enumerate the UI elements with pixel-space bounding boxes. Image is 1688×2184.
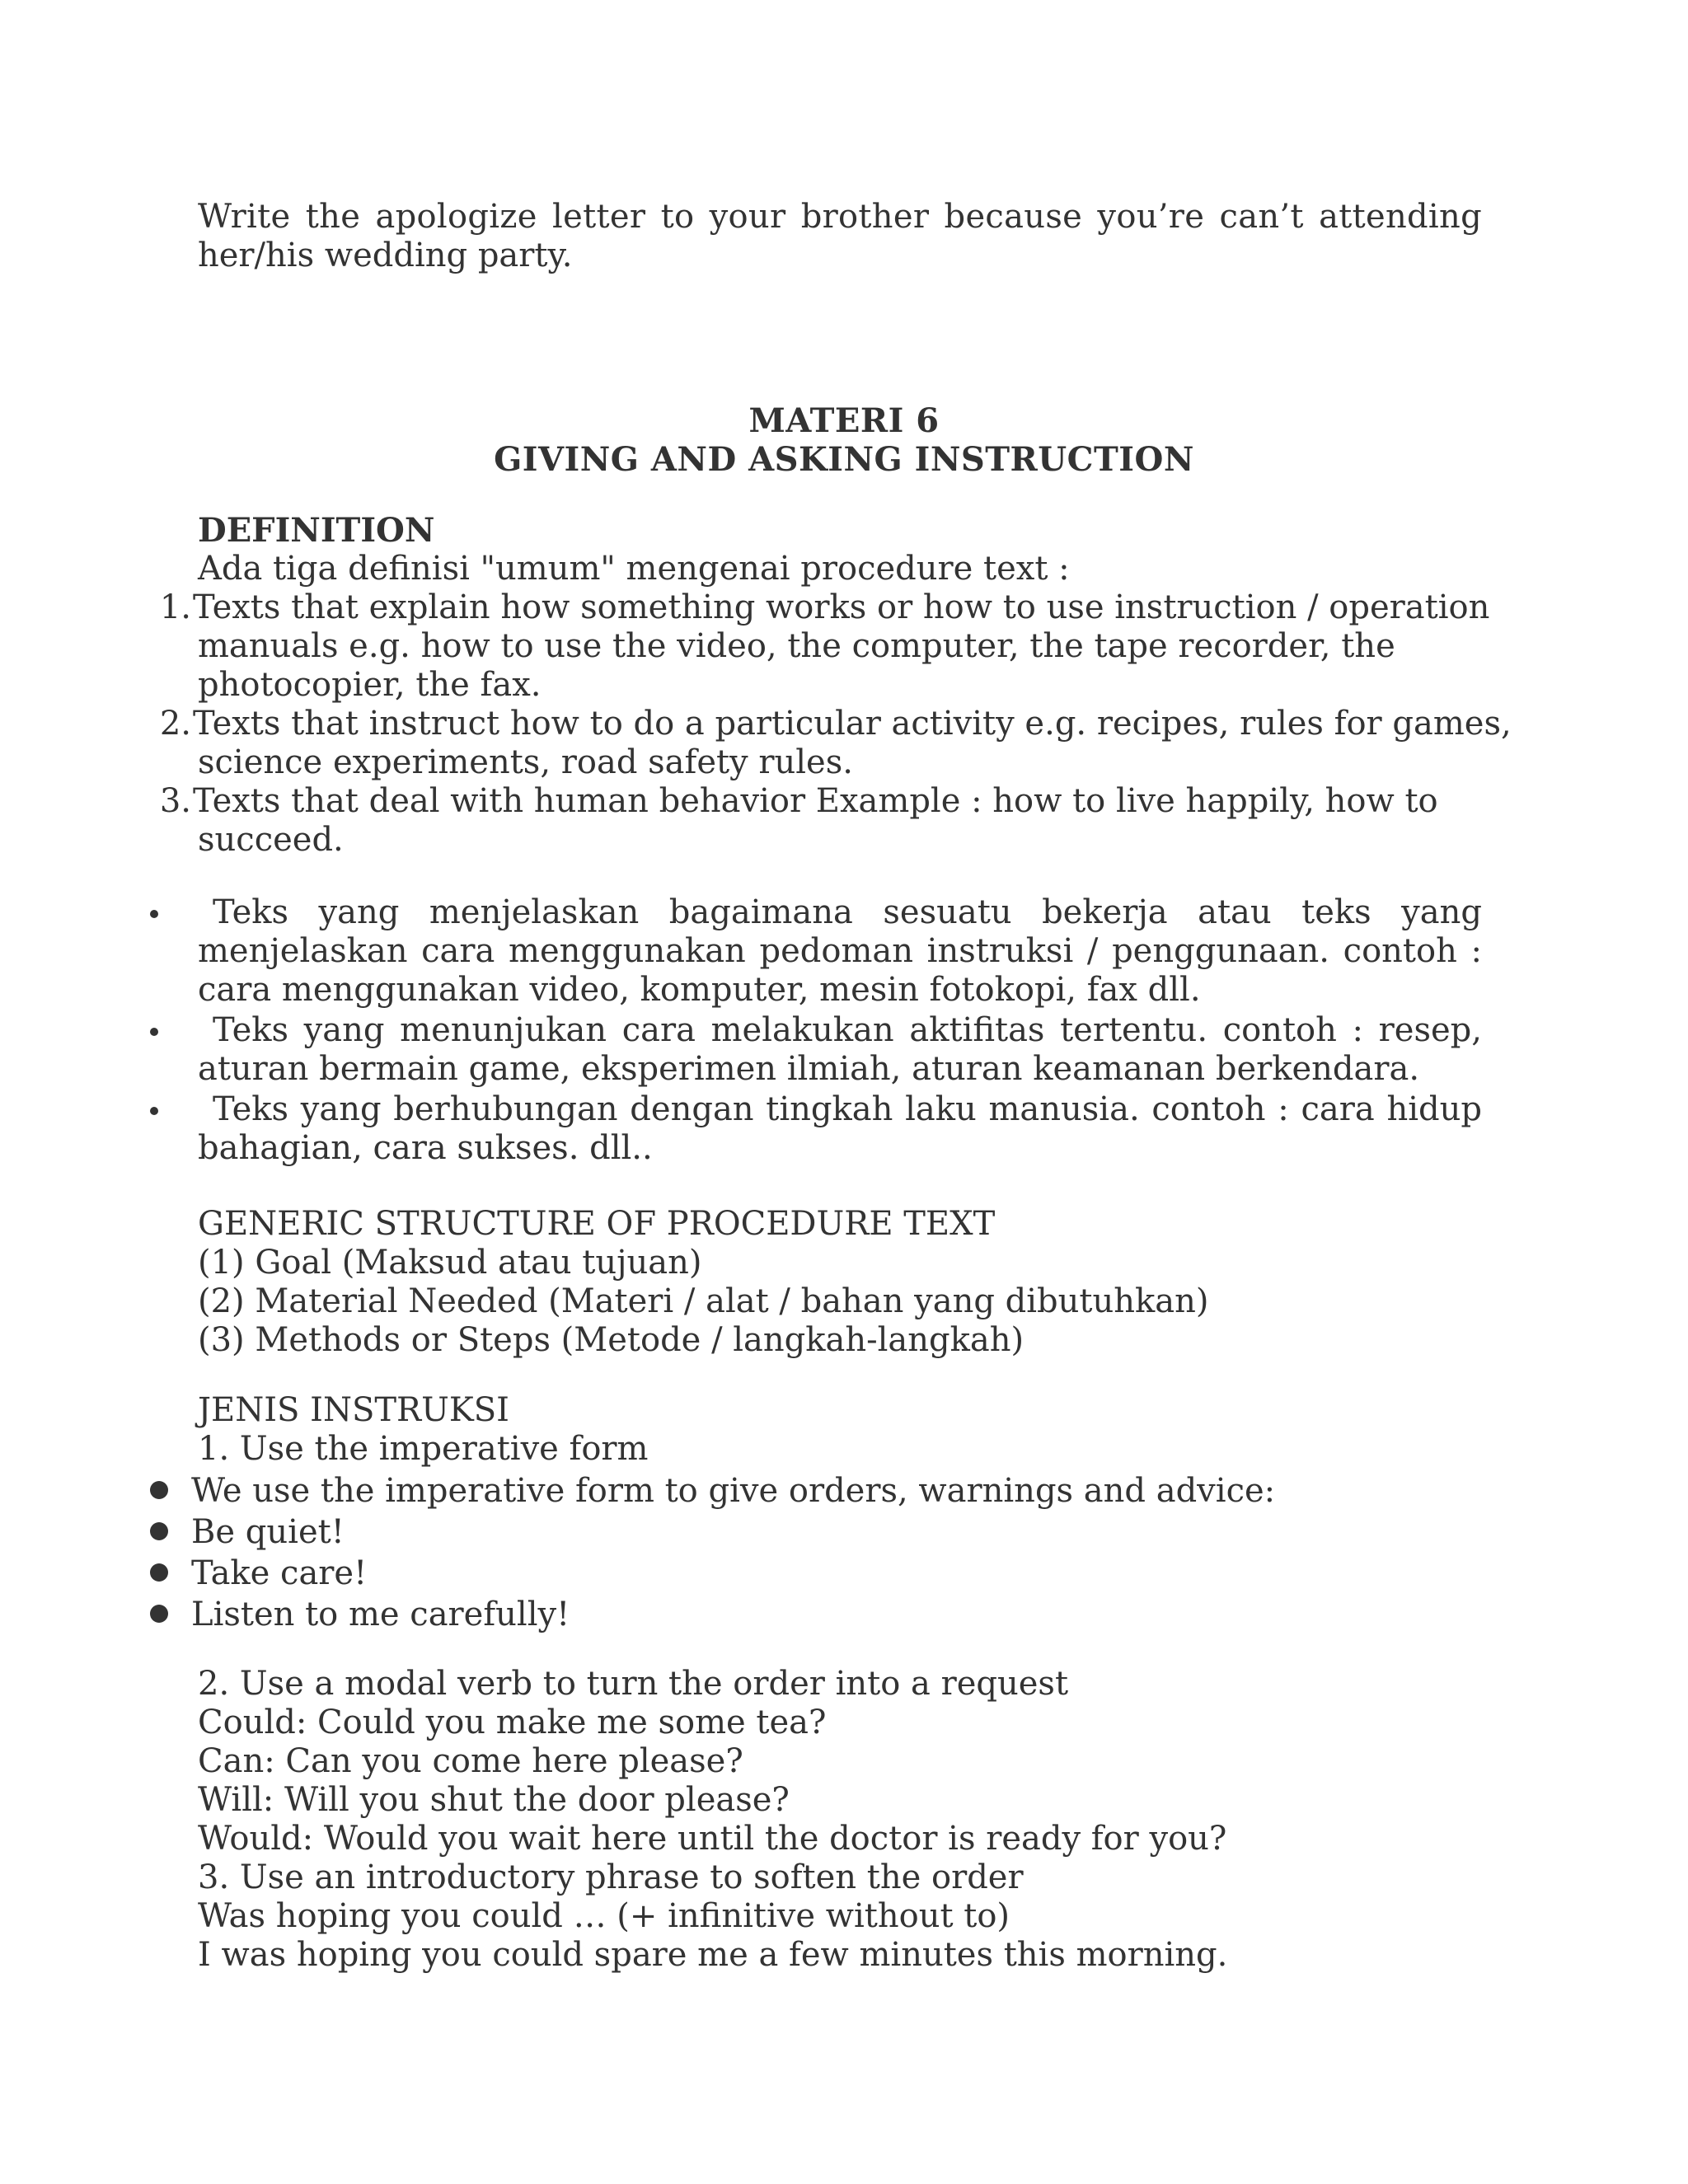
list-item [0, 705, 1512, 782]
title-line-1: MATERI 6 [748, 401, 940, 440]
list-item-line: manuals e.g. how to use the video, the computer, the tape recorder, the [198, 627, 1395, 665]
list-item-line: Texts that instruct how to do a particular activity e.g. recipes, rules for games, [193, 705, 1512, 743]
bullet-dot-icon [150, 1481, 168, 1499]
generic-structure-item: (3) Methods or Steps (Metode / langkah-langkah) [198, 1321, 1025, 1359]
bullet-dot-icon [150, 1028, 158, 1036]
text-line: Would: Would you wait here until the doctor is ready for you? [198, 1820, 1227, 1858]
text-line: I was hoping you could spare me a few minutes this morning. [198, 1936, 1228, 1974]
bullet-text: Teks yang menjelaskan bagaimana sesuatu bekerja atau teks yang menjelaskan cara menggunakan pedoman instruksi / penggunaan. contoh : cara menggunakan video, komputer, mesin fotokopi, fax dll. [198, 893, 1482, 1009]
generic-structure-item: (1) Goal (Maksud atau tujuan) [198, 1244, 702, 1282]
text-line: 3. Use an introductory phrase to soften the order [198, 1858, 1024, 1896]
list-item-line: succeed. [198, 821, 344, 859]
list-item [0, 1594, 1482, 1635]
generic-structure-section [198, 1205, 1482, 1360]
list-item-line: science experiments, road safety rules. [198, 743, 853, 781]
text-line: Could: Could you make me some tea? [198, 1704, 827, 1741]
bullet-dot-icon [150, 910, 158, 918]
bullet-text: We use the imperative form to give orders, warnings and advice: [191, 1472, 1276, 1510]
list-item-line: photocopier, the fax. [198, 666, 542, 704]
list-item [0, 893, 1482, 1010]
list-item [0, 1470, 1482, 1511]
bullet-text: Teks yang menunjukan cara melakukan aktifitas tertentu. contoh : resep, aturan bermain game, eksperimen ilmiah, aturan keamanan berkendara. [198, 1011, 1482, 1088]
bullet-text: Be quiet! [191, 1513, 345, 1551]
definition-intro: Ada tiga definisi "umum" mengenai procedure text : [198, 550, 1070, 588]
list-item [0, 1090, 1482, 1168]
text-line: Was hoping you could … (+ infinitive without to) [198, 1897, 1010, 1935]
text-line: Will: Will you shut the door please? [198, 1781, 790, 1819]
bullet-dot-icon [150, 1563, 168, 1582]
bullet-text: Teks yang berhubungan dengan tingkah laku manusia. contoh : cara hidup bahagian, cara sukses. dll.. [198, 1090, 1482, 1167]
text-line: 2. Use a modal verb to turn the order into a request [198, 1665, 1069, 1703]
jenis-point-1: 1. Use the imperative form [198, 1430, 649, 1468]
bullet-dot-icon [150, 1605, 168, 1623]
bullet-text: Listen to me carefully! [191, 1596, 570, 1633]
intro-paragraph [198, 198, 1482, 275]
list-item [0, 588, 1490, 705]
bullet-dot-icon [150, 1522, 168, 1540]
intro-line-1: Write the apologize letter to your brother because you’re can’t attending [198, 198, 1482, 236]
text-line: Can: Can you come here please? [198, 1742, 743, 1780]
definition-heading: DEFINITION [198, 511, 435, 550]
list-marker: 1. [159, 588, 191, 626]
list-item [0, 1553, 1482, 1594]
modal-verb-section [198, 1665, 1482, 1975]
list-marker: 2. [159, 705, 191, 743]
generic-structure-heading: GENERIC STRUCTURE OF PROCEDURE TEXT [198, 1205, 996, 1243]
generic-structure-item: (2) Material Needed (Materi / alat / bahan yang dibutuhkan) [198, 1282, 1209, 1320]
jenis-section-header [198, 1391, 1482, 1469]
list-item-line: Texts that explain how something works or how to use instruction / operation [193, 588, 1490, 626]
list-item [0, 1511, 1482, 1553]
list-item [0, 782, 1482, 860]
imperative-bullet-list [0, 1470, 1482, 1635]
bullet-dot-icon [150, 1107, 158, 1115]
list-item-line: Texts that deal with human behavior Example : how to live happily, how to [193, 782, 1438, 820]
definition-list [0, 588, 1512, 860]
intro-line-2: her/his wedding party. [198, 237, 573, 274]
indonesian-bullet-list [0, 893, 1482, 1169]
jenis-heading: JENIS INSTRUKSI [198, 1391, 509, 1429]
list-marker: 3. [159, 782, 191, 820]
bullet-text: Take care! [191, 1554, 368, 1592]
title-line-2: GIVING AND ASKING INSTRUCTION [494, 440, 1194, 479]
list-item [0, 1011, 1482, 1089]
